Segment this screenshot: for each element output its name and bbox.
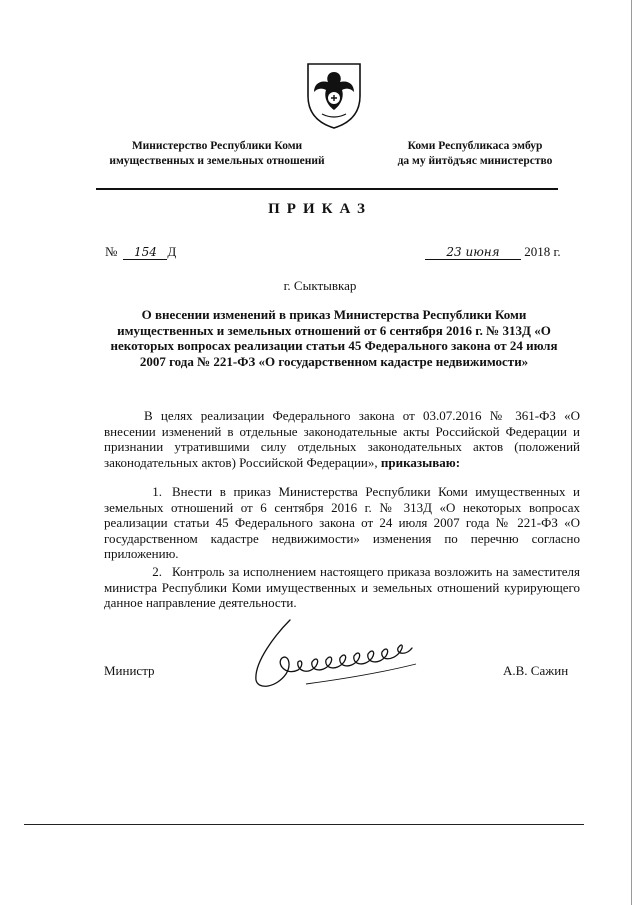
- signer-position: Министр: [104, 663, 155, 678]
- number-suffix: Д: [167, 244, 177, 259]
- ministry-name-line: да му йитӧдъяс министерство: [397, 155, 553, 167]
- ministry-name-line: Министерство Республики Коми: [131, 140, 303, 152]
- city: г. Сыктывкар: [283, 278, 357, 293]
- handwritten-number: 154: [123, 245, 167, 260]
- footer-divider: [24, 824, 584, 825]
- handwritten-signature: [246, 614, 446, 696]
- item-number: 1.: [152, 484, 162, 499]
- order-number: [105, 244, 176, 260]
- ministry-name-line: Коми Республикаса эмбур: [407, 140, 543, 152]
- preamble-paragraph: [104, 408, 580, 470]
- date-year: 2018 г.: [524, 244, 561, 259]
- ministry-name-line: имущественных и земельных отношений: [109, 155, 325, 167]
- order-heading: О внесении изменений в приказ Министерства Республики Коми имущественных и земельных отношений от 6 сентября 2016 г. № 313Д «О некоторых вопросах реализации статьи 45 Федерального закона от 24 июля 2007 года № 221-ФЗ «О государственном кадастре недвижимости»: [110, 307, 558, 369]
- preamble-text: В целях реализации Федерального закона от 03.07.2016 № 361-ФЗ «О внесении изменений в отдельные законодательные акты Российской Федерации и признании утратившими силу отдельных законодательных актов (положений законодательных актов) Российской Федерации»,: [104, 408, 580, 470]
- item-number: 2.: [152, 564, 162, 579]
- signer-name: А.В. Сажин: [503, 663, 569, 678]
- document-title: ПРИКАЗ: [268, 201, 372, 217]
- order-item: [104, 484, 580, 562]
- order-date: [425, 244, 561, 260]
- ministry-name-komi: [370, 139, 580, 169]
- handwritten-date: 23 июня: [425, 245, 521, 260]
- number-prefix: №: [105, 244, 118, 259]
- scan-edge: [631, 0, 632, 905]
- item-text: Контроль за исполнением настоящего приказа возложить на заместителя министра Республики Коми имущественных и земельных отношений курирующего данное направление деятельности.: [104, 564, 580, 610]
- ministry-name-russian: [88, 139, 346, 169]
- header-divider: [96, 188, 558, 190]
- coat-of-arms-icon: [304, 58, 364, 130]
- order-word: приказываю:: [380, 454, 461, 470]
- item-text: Внести в приказ Министерства Республики Коми имущественных и земельных отношений от 6 сентября 2016 г. № 313Д «О некоторых вопросах реализации статьи 45 Федерального закона от 24 июля 2007 года № 221-ФЗ «О государственном кадастре недвижимости» изменения по перечню согласно приложению.: [104, 484, 580, 561]
- order-item: [104, 564, 580, 611]
